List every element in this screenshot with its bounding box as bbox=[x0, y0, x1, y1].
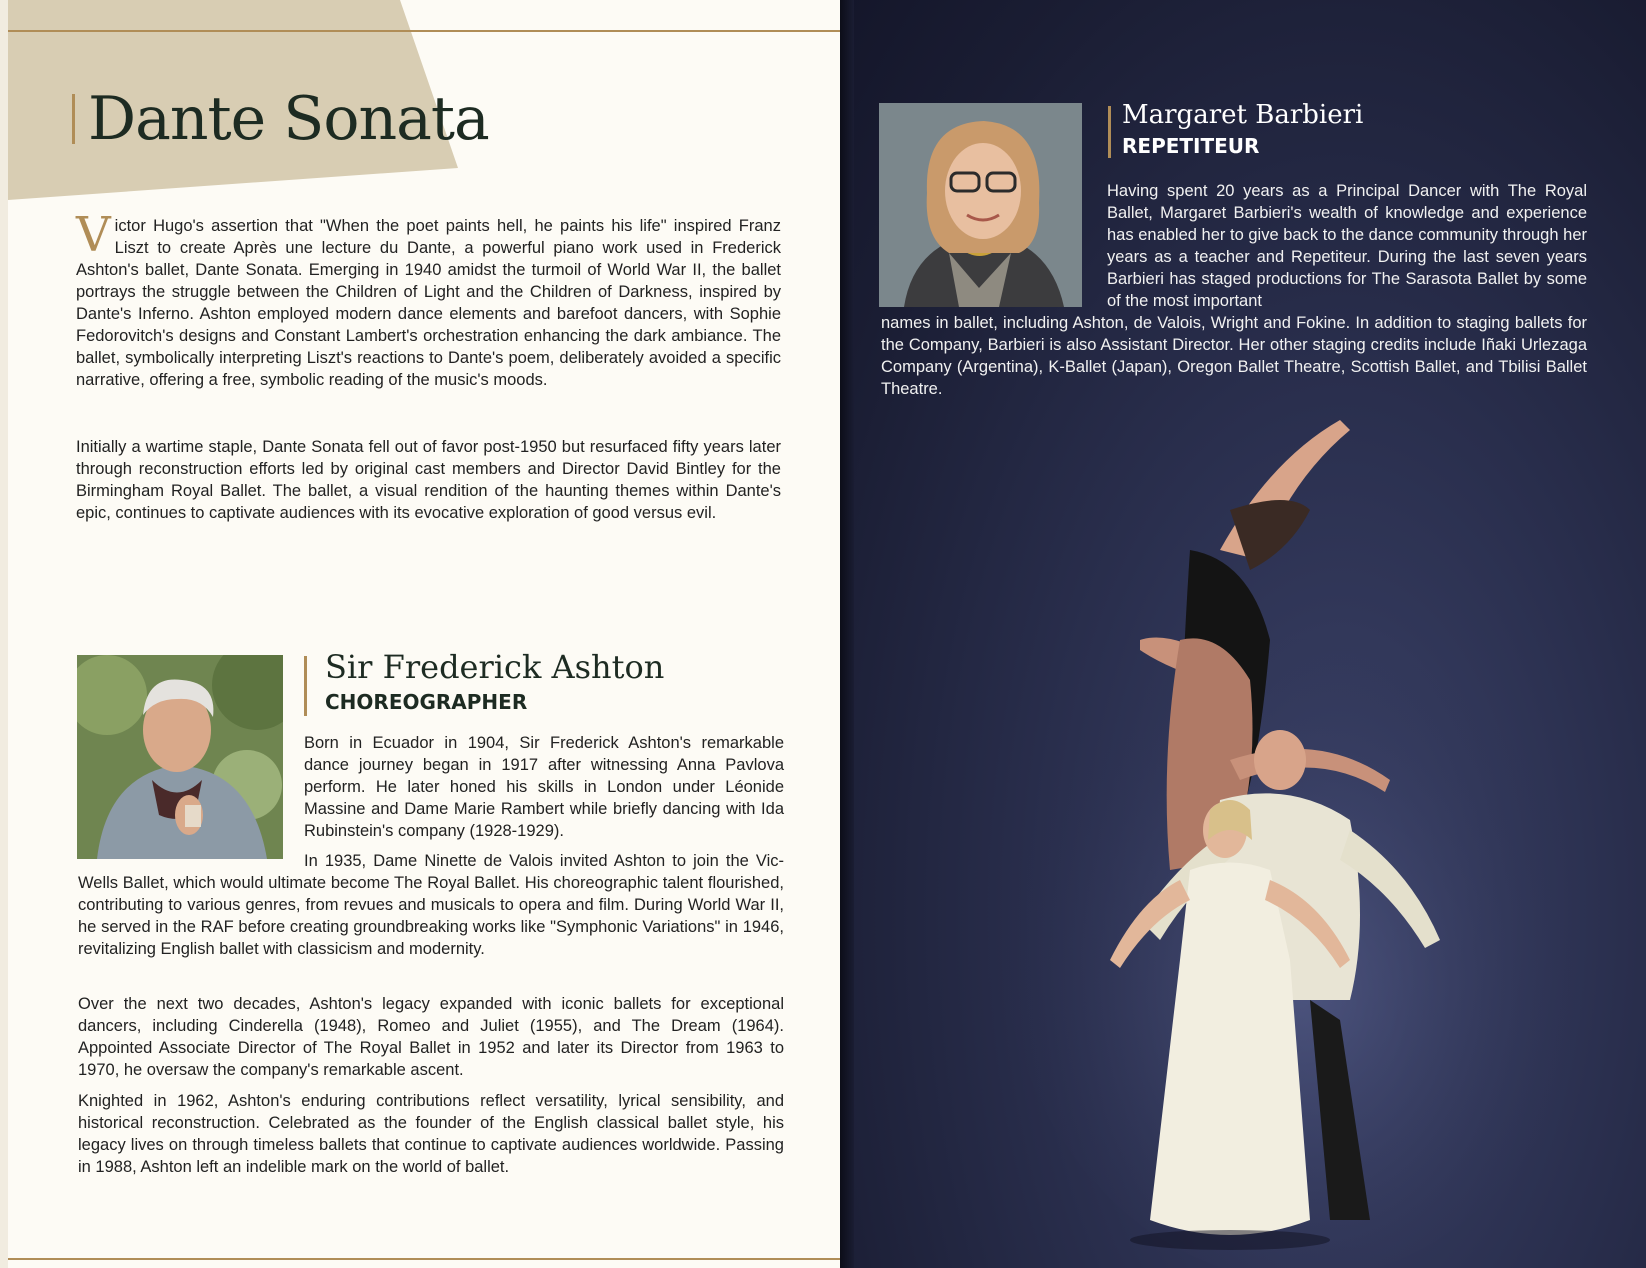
ashton-name: Sir Frederick Ashton bbox=[325, 648, 665, 686]
ashton-portrait-photo bbox=[77, 655, 283, 859]
dancers-photo bbox=[990, 400, 1610, 1268]
barbieri-accent-bar bbox=[1108, 106, 1111, 158]
ashton-accent-bar bbox=[304, 656, 307, 716]
page-edge bbox=[0, 0, 8, 1268]
ashton-paragraph-2: In 1935, Dame Ninette de Valois invited Ashton to join the Vic-Wells Ballet, which would ultimate become The Royal Ballet. His choreographic talent flourished, contributing to various genres, from revues and musicals to opera and film. During World War II, he served in the RAF before creating groundbreaking works like "Symphonic Variations" in 1946, revitalizing English ballet with classicism and modernity. bbox=[78, 852, 784, 958]
intro-paragraph-2: Initially a wartime staple, Dante Sonata fell out of favor post-1950 but resurfaced fifty years later through reconstruction efforts led by original cast members and Director David Bintley for the Birmingham Royal Ballet. The ballet, a visual rendition of the haunting themes within Dante's epic, continues to captivate audiences with its evocative exploration of good versus evil. bbox=[76, 438, 781, 522]
barbieri-name: Margaret Barbieri bbox=[1122, 100, 1364, 130]
page-title: Dante Sonata bbox=[88, 84, 489, 154]
barbieri-role: REPETITEUR bbox=[1122, 134, 1260, 158]
ashton-paragraph-1: Born in Ecuador in 1904, Sir Frederick Ashton's remarkable dance journey began in 1917 after witnessing Anna Pavlova perform. He later honed his skills in London under Léonide Massine and Dame Marie Rambert while briefly dancing with Ida Rubinstein's company (1928-1929). bbox=[304, 734, 784, 840]
barbieri-portrait-photo bbox=[879, 103, 1082, 307]
barbieri-paragraph-1: Having spent 20 years as a Principal Dancer with The Royal Ballet, Margaret Barbieri's wealth of knowledge and experience has enabled her to give back to the dance community through her years as a teacher and Repetiteur. During the last seven years Barbieri has staged productions for The Sarasota Ballet by some of the most important bbox=[1107, 182, 1587, 310]
dropcap: V bbox=[76, 207, 111, 263]
ashton-role: CHOREOGRAPHER bbox=[325, 690, 528, 714]
intro-paragraph-1-text: ictor Hugo's assertion that "When the poet paints hell, he paints his life" inspired Franz Liszt to create Après une lecture du Dante, a powerful piano work used in Frederick Ashton's ballet, Dante Sonata. Emerging in 1940 amidst the turmoil of World War II, the ballet portrays the struggle between the Children of Light and the Children of Darkness, inspired by Dante's Inferno. Ashton employed modern dance elements and barefoot dancers, with Sophie Fedorovitch's designs and Constant Lambert's orchestration enhancing the dark ambiance. The ballet, symbolically interpreting Liszt's reactions to Dante's poem, deliberately avoided a specific narrative, offering a free, symbolic reading of the music's moods. bbox=[76, 217, 781, 389]
page-spine bbox=[840, 0, 854, 1268]
barbieri-paragraph-2: names in ballet, including Ashton, de Valois, Wright and Fokine. In addition to staging ballets for the Company, Barbieri is also Assistant Director. Her other staging credits include Iñaki Urlezaga Company (Argentina), K-Ballet (Japan), Oregon Ballet Theatre, Scottish Ballet, and Tbilisi Ballet Theatre. bbox=[881, 314, 1587, 398]
bottom-rule bbox=[8, 1258, 840, 1260]
ashton-paragraph-3: Over the next two decades, Ashton's legacy expanded with iconic ballets for exceptional dancers, including Cinderella (1948), Romeo and Juliet (1955), and The Dream (1964). Appointed Associate Director of The Royal Ballet in 1952 and later its Director from 1963 to 1970, he oversaw the company's remarkable ascent. bbox=[78, 995, 784, 1079]
right-page bbox=[840, 0, 1646, 1268]
top-rule bbox=[8, 30, 840, 32]
title-accent-bar bbox=[72, 94, 75, 144]
intro-paragraph-1 bbox=[76, 207, 781, 391]
ashton-paragraph-4: Knighted in 1962, Ashton's enduring contributions reflect versatility, lyrical sensibility, and historical reconstruction. Celebrated as the founder of the English classical ballet style, his legacy lives on through timeless ballets that continue to captivate audiences worldwide. Passing in 1988, Ashton left an indelible mark on the world of ballet. bbox=[78, 1092, 784, 1176]
